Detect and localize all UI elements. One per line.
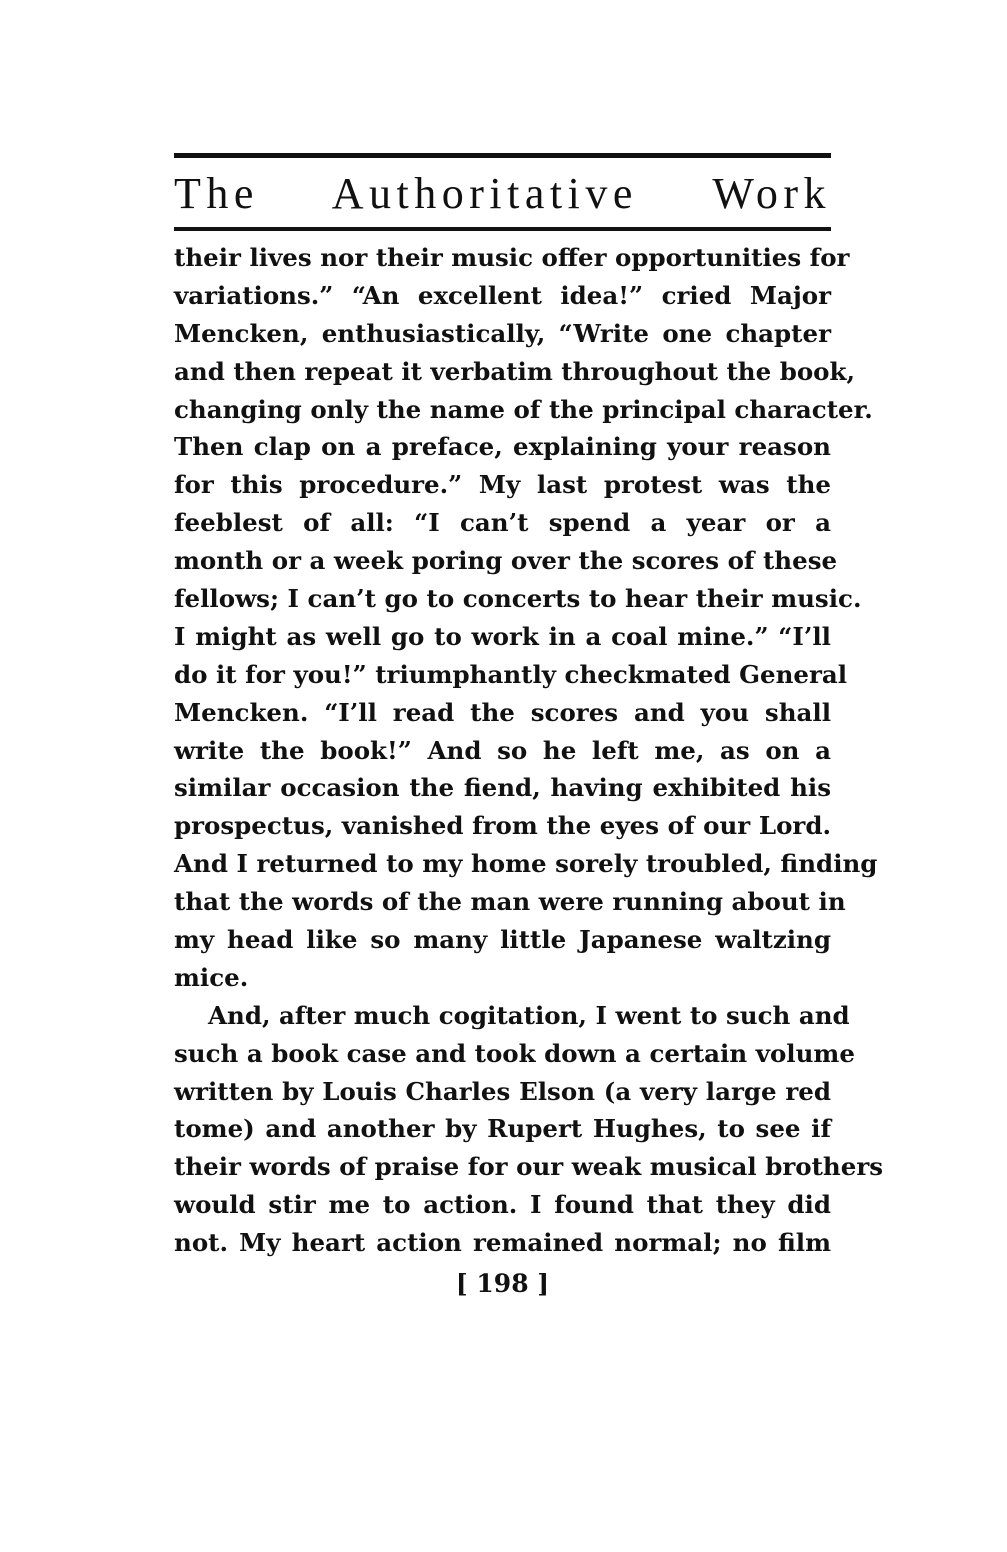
text-line: fellows; I can’t go to concerts to hear their music. — [174, 584, 862, 614]
text-line: And I returned to my home sorely troubled, finding — [174, 849, 878, 879]
book-page — [174, 153, 884, 1298]
text-line: my head like so many little Japanese waltzing — [174, 925, 831, 955]
text-line: write the book!” And so he left me, as on a — [174, 735, 831, 765]
text-line: month or a week poring over the scores of these — [174, 546, 838, 576]
header-bottom-rule — [174, 227, 831, 231]
text-line: mice. — [174, 962, 249, 992]
running-head-title: The Authoritative Work — [174, 169, 831, 218]
text-line: tome) and another by Rupert Hughes, to see if — [174, 1114, 831, 1144]
text-line: their words of praise for our weak musical brothers — [174, 1152, 884, 1182]
paragraph-2 — [174, 997, 884, 1262]
text-line: similar occasion the fiend, having exhibited his — [174, 773, 831, 803]
text-line: Then clap on a preface, explaining your reason — [174, 432, 831, 462]
paragraph-1 — [174, 239, 878, 997]
text-line: Mencken. “I’ll read the scores and you shall — [174, 697, 831, 727]
body-text — [174, 239, 884, 1262]
text-line: I might as well go to work in a coal mine.” “I’ll — [174, 621, 831, 651]
page-number: [ 198 ] — [455, 1269, 550, 1298]
text-line: do it for you!” triumphantly checkmated General — [174, 659, 848, 689]
text-line: feeblest of all: “I can’t spend a year or a — [174, 508, 831, 538]
text-line: such a book case and took down a certain volume — [174, 1038, 855, 1068]
text-line: not. My heart action remained normal; no film — [174, 1228, 831, 1258]
text-line: changing only the name of the principal character. — [174, 394, 873, 424]
text-line: And, after much cogitation, I went to such and — [208, 1000, 850, 1030]
text-line: variations.” “An excellent idea!” cried Major — [174, 280, 831, 310]
text-line: that the words of the man were running about in — [174, 887, 846, 917]
header-top-rule — [174, 153, 831, 158]
text-line: Mencken, enthusiastically, “Write one chapter — [174, 318, 831, 348]
text-line: prospectus, vanished from the eyes of our Lord. — [174, 811, 831, 841]
text-line: for this procedure.” My last protest was the — [174, 470, 831, 500]
text-line: and then repeat it verbatim throughout the book, — [174, 356, 856, 386]
text-line: would stir me to action. I found that they did — [174, 1190, 831, 1220]
text-line: written by Louis Charles Elson (a very large red — [174, 1076, 831, 1106]
text-line: their lives nor their music offer opportunities for — [174, 243, 850, 272]
